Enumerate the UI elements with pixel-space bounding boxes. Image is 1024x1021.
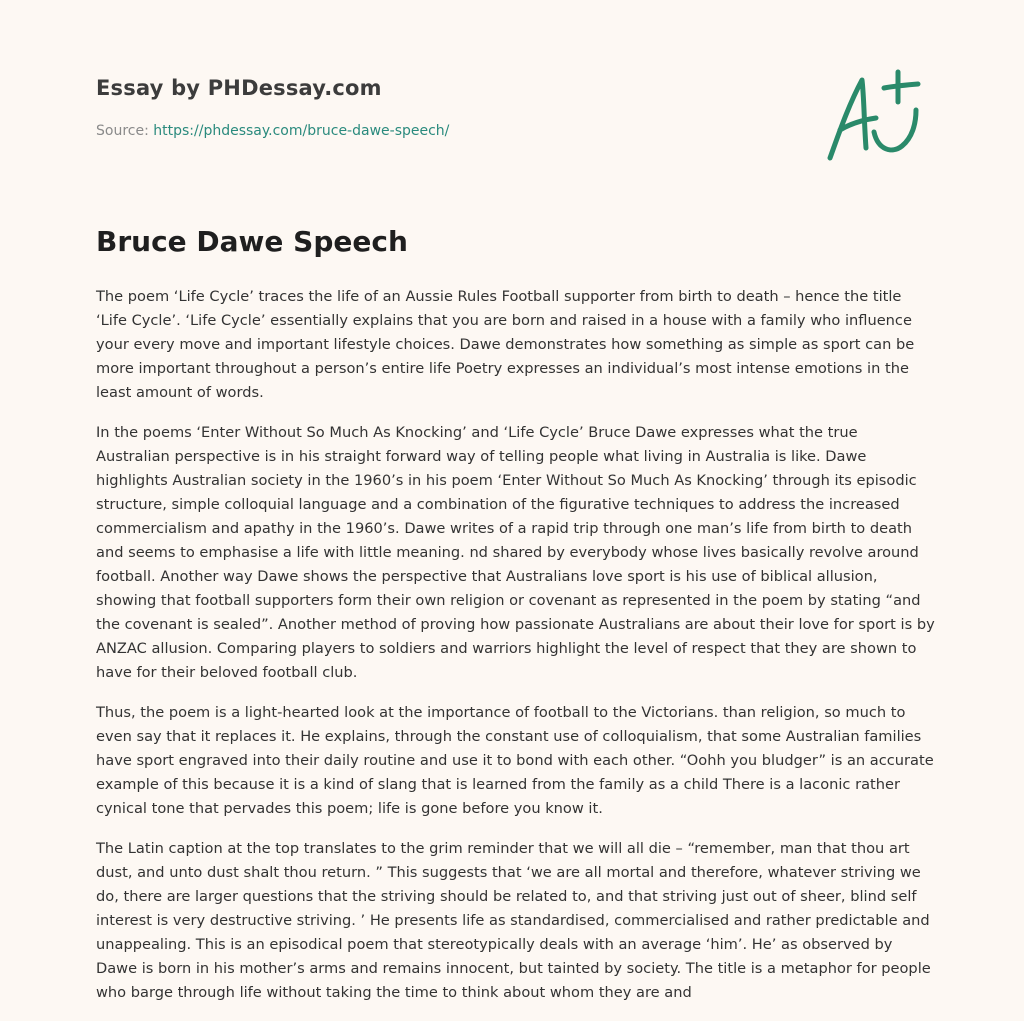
source-line — [96, 123, 449, 139]
essay-body — [96, 285, 936, 1021]
site-title: Essay by PHDessay.com — [96, 76, 382, 100]
essay-paragraph: In the poems ‘Enter Without So Much As Knocking’ and ‘Life Cycle’ Bruce Dawe expresses what the true Australian perspective is in his straight forward way of telling people what living in Australia is like. Dawe highlights Australian society in the 1960’s in his poem ‘Enter Without So Much As Knocking’ through its episodic structure, simple colloquial language and a combination of the figurative techniques to address the increased commercialism and apathy in the 1960’s. Dawe writes of a rapid trip through one man’s life from birth to death and seems to emphasise a life with little meaning. nd shared by everybody whose lives basically revolve around football. Another way Dawe shows the perspective that Australians love sport is his use of biblical allusion, showing that football supporters form their own religion or covenant as represented in the poem by stating “and the covenant is sealed”. Another method of proving how passionate Australians are about their love for sport is by ANZAC allusion. Comparing players to soldiers and warriors highlight the level of respect that they are shown to have for their beloved football club. — [96, 424, 935, 681]
essay-paragraph: The poem ‘Life Cycle’ traces the life of an Aussie Rules Football supporter from birth to death – hence the title ‘Life Cycle’. ‘Life Cycle’ essentially explains that you are born and raised in a house with a family who influence your every move and important lifestyle choices. Dawe demonstrates how something as simple as sport can be more important throughout a person’s entire life Poetry expresses an individual’s most intense emotions in the least amount of words. — [96, 288, 915, 401]
source-link[interactable]: https://phdessay.com/bruce-dawe-speech/ — [153, 123, 450, 139]
essay-paragraph: Thus, the poem is a light-hearted look at the importance of football to the Victorians. than religion, so much to even say that it replaces it. He explains, through the constant use of colloquialism, that some Australian families have sport engraved into their daily routine and use it to bond with each other. “Oohh you bludger” is an accurate example of this because it is a kind of slang that is learned from the family as a child There is a laconic rather cynical tone that pervades this poem; life is gone before you know it. — [96, 704, 934, 817]
essay-paragraph: The Latin caption at the top translates to the grim reminder that we will all die – “remember, man that thou art dust, and unto dust shalt thou return. ” This suggests that ‘we are all mortal and therefore, whatever striving we do, there are larger questions that the striving should be related to, and that striving just out of sheer, blind self interest is very destructive striving. ’ He presents life as standardised, commercialised and rather predictable and unappealing. This is an episodical poem that stereotypically deals with an average ‘him’. He’ as observed by Dawe is born in his mother’s arms and remains innocent, but tainted by society. The title is a metaphor for people who barge through life without taking the time to think about whom they are and — [96, 840, 931, 1001]
essay-title: Bruce Dawe Speech — [96, 225, 408, 258]
a-plus-grade-icon — [818, 66, 930, 166]
source-label: Source: — [96, 123, 154, 139]
